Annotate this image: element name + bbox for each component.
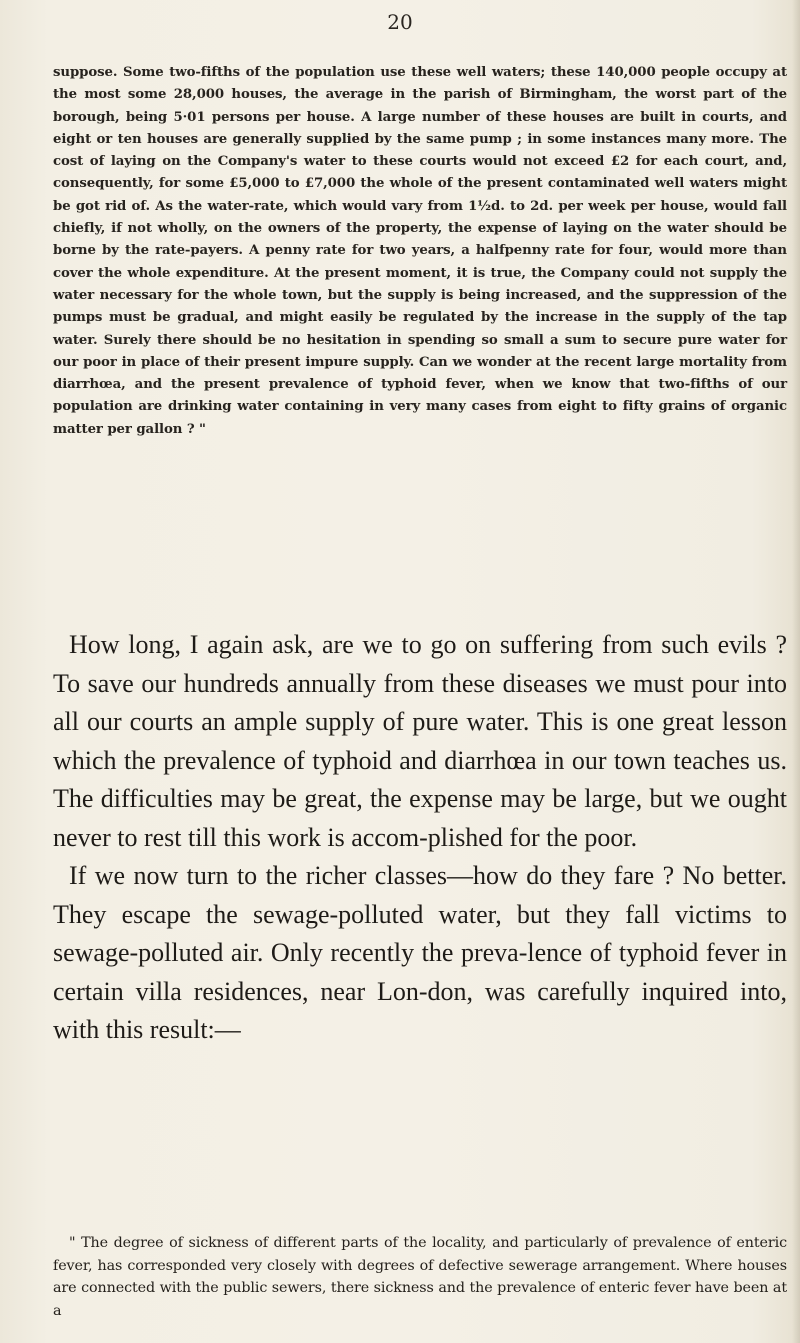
main-paragraph-suffering: How long, I again ask, are we to go on suffering from such evils ? To save our hundreds annually from these diseases we must pour into all our courts an ample supply of pure water. This is one great lesson which the prevalence of typhoid and diarrhœa in our town teaches us. The difficulties may be great, the expense may be large, but we ought never to rest till this work is accom-plished for the poor. <box>53 630 787 852</box>
bottom-quotation-text: " The degree of sickness of different parts of the locality, and particularly of prevalence of enteric fever, has corresponded very closely with degrees of defective sewerage arrangement. Where houses are connected with the public sewers, there sickness and the prevalence of enteric fever have been at a <box>53 1235 787 1319</box>
main-body-text <box>53 626 787 1050</box>
page-number: 20 <box>387 10 413 34</box>
quoted-letter-paragraph <box>53 62 787 441</box>
bottom-quotation <box>53 1232 787 1322</box>
page-edge-shadow <box>792 0 800 1343</box>
main-paragraph-richer-classes: If we now turn to the richer classes—how do they fare ? No better. They escape the sewage-polluted water, but they fall victims to sewage-polluted air. Only recently the preva-lence of typhoid fever in certain villa residences, near Lon-don, was carefully inquired into, with this result:— <box>53 861 787 1044</box>
quoted-paragraph-text: suppose. Some two-fifths of the population use these well waters; these 140,000 people occupy at the most some 28,000 houses, the average in the parish of Birmingham, the worst part of the borough, being 5·01 persons per house. A large number of these houses are built in courts, and eight or ten houses are generally supplied by the same pump ; in some instances many more. The cost of laying on the Company's water to these courts would not exceed £2 for each court, and, consequently, for some £5,000 to £7,000 the whole of the present contaminated well waters might be got rid of. As the water-rate, which would vary from 1½d. to 2d. per week per house, would fall chiefly, if not wholly, on the owners of the property, the expense of laying on the water should be borne by the rate-payers. A penny rate for two years, a halfpenny rate for four, would more than cover the whole expenditure. At the present moment, it is true, the Company could not supply the water necessary for the whole town, but the supply is being increased, and the suppression of the pumps must be gradual, and might easily be regulated by the increase in the supply of the tap water. Surely there should be no hesitation in spending so small a sum to secure pure water for our poor in place of their present impure supply. Can we wonder at the recent large mortality from diarrhœa, and the present prevalence of typhoid fever, when we know that two-fifths of our population are drinking water containing in very many cases from eight to fifty grains of organic matter per gallon ? " <box>53 65 787 437</box>
